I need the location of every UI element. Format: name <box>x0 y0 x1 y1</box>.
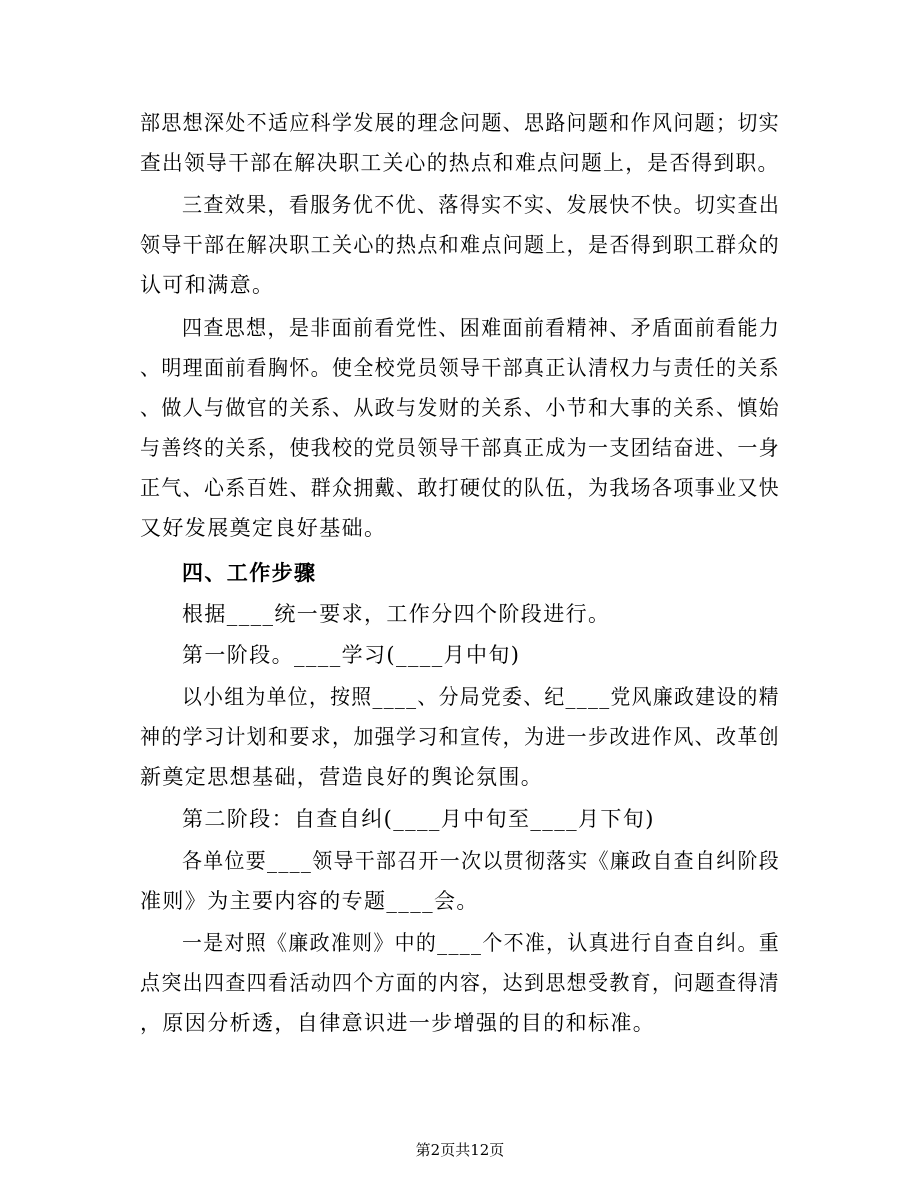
paragraph-start: 四查思想，是非面前看党性、困难面前看精神、矛盾面前看能力 <box>182 316 781 340</box>
paragraph-start: 三查效果，看服务优不优、落得实不实、发展快不快。切实查出 <box>182 193 781 217</box>
paragraph-start: 一是对照《廉政准则》中的____个不准，认真进行自查自纠。重 <box>182 931 780 955</box>
text-line: 部思想深处不适应科学发展的理念问题、思路问题和作风问题；切实 <box>140 111 780 135</box>
text-line: 神的学习计划和要求，加强学习和宣传，为进一步改进作风、改革创 <box>140 725 780 749</box>
text-line: 、明理面前看胸怀。使全校党员领导干部真正认清权力与责任的关系 <box>140 356 780 380</box>
text-line: 与善终的关系，使我校的党员领导干部真正成为一支团结奋进、一身 <box>140 436 780 460</box>
stage-heading: 第二阶段：自查自纠(____月中旬至____月下旬) <box>182 807 655 831</box>
text-line: 、做人与做官的关系、从政与发财的关系、小节和大事的关系、慎始 <box>140 396 780 420</box>
text-line: 新奠定思想基础，营造良好的舆论氛围。 <box>140 765 544 789</box>
paragraph-start: 各单位要____领导干部召开一次以贯彻落实《廉政自查自纠阶段 <box>182 849 780 873</box>
text-line: 准则》为主要内容的专题____会。 <box>140 889 479 913</box>
text-line: 正气、心系百姓、群众拥戴、敢打硬仗的队伍，为我场各项事业又快 <box>140 476 780 500</box>
section-heading: 四、工作步骤 <box>182 560 317 585</box>
text-line: 领导干部在解决职工关心的热点和难点问题上，是否得到职工群众的 <box>140 233 780 257</box>
text-line: 又好发展奠定良好基础。 <box>140 516 387 540</box>
paragraph-start: 根据____统一要求，工作分四个阶段进行。 <box>182 602 611 626</box>
page-number: 第2页共12页 <box>415 1141 505 1159</box>
text-line: ，原因分析透，自律意识进一步增强的目的和标准。 <box>140 1011 656 1035</box>
paragraph-start: 以小组为单位，按照____、分局党委、纪____党风廉政建设的精 <box>182 685 780 709</box>
text-line: 点突出四查四看活动四个方面的内容，达到思想受教育，问题查得清 <box>140 971 780 995</box>
text-line: 认可和满意。 <box>140 273 275 297</box>
stage-heading: 第一阶段。____学习(____月中旬) <box>182 643 521 667</box>
text-line: 查出领导干部在解决职工关心的热点和难点问题上，是否得到职。 <box>140 151 780 175</box>
